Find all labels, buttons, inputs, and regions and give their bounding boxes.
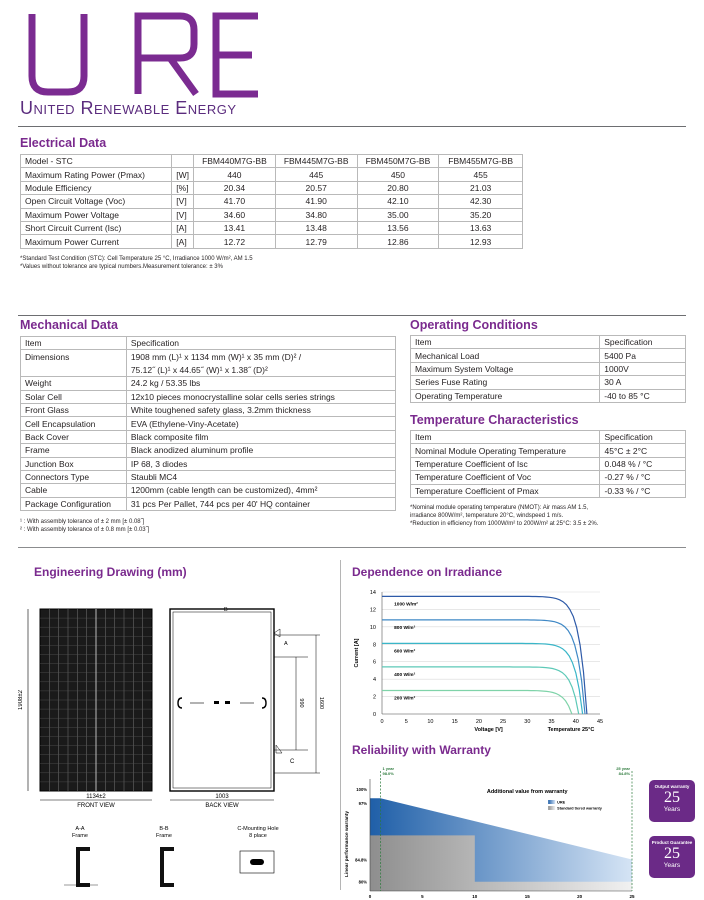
front-view bbox=[18, 609, 152, 809]
brand-logo bbox=[20, 8, 280, 100]
electrical-cell: Short Circuit Current (Isc) bbox=[21, 221, 172, 234]
detail-aa-label: A-A bbox=[75, 826, 85, 832]
y-tick-label: 0 bbox=[372, 712, 376, 718]
reliability-title: Reliability with Warranty bbox=[352, 743, 491, 757]
electrical-cell: 20.34 bbox=[194, 181, 276, 194]
y-tick-label: 6 bbox=[372, 659, 376, 666]
brand-name-text: United Renewable Energy bbox=[20, 98, 237, 118]
mechanical-cell: Weight bbox=[21, 377, 127, 390]
electrical-row bbox=[21, 235, 523, 248]
marker-end-label: 25 year bbox=[616, 766, 630, 771]
electrical-header-cell: Model - STC bbox=[21, 155, 172, 168]
electrical-cell: Maximum Power Voltage bbox=[21, 208, 172, 221]
mechanical-row bbox=[21, 430, 396, 443]
electrical-cell: Maximum Power Current bbox=[21, 235, 172, 248]
electrical-cell: 12.72 bbox=[194, 235, 276, 248]
temperature-table bbox=[410, 430, 686, 498]
output-warranty-badge bbox=[649, 780, 695, 822]
x-tick-label: 0 bbox=[368, 894, 372, 899]
electrical-cell: 12.93 bbox=[439, 235, 523, 248]
detail-bb-sub: Frame bbox=[156, 833, 172, 839]
mechanical-cell: IP 68, 3 diodes bbox=[126, 457, 395, 470]
mechanical-note: ² : With assembly tolerance of ± 0.8 mm [± 0.03˝] bbox=[20, 527, 150, 533]
y-tick-label: 100% bbox=[356, 787, 367, 792]
mechanical-cell bbox=[21, 363, 127, 376]
x-tick-label: 10 bbox=[472, 894, 478, 899]
operating-cell: 1000V bbox=[600, 362, 686, 375]
marker-start-value: 98.0% bbox=[382, 771, 394, 776]
electrical-cell: 42.30 bbox=[439, 195, 523, 208]
series-label: 400 W/m² bbox=[394, 672, 416, 678]
electrical-header-cell: FBM450M7G-BB bbox=[357, 155, 439, 168]
electrical-cell: 41.70 bbox=[194, 195, 276, 208]
x-tick-label: 0 bbox=[380, 719, 384, 725]
temperature-header-cell: Item bbox=[411, 431, 600, 444]
mechanical-row bbox=[21, 470, 396, 483]
operating-header-row bbox=[411, 336, 686, 349]
mechanical-table bbox=[20, 336, 396, 511]
reliability-chart bbox=[340, 763, 640, 900]
temperature-row bbox=[411, 444, 686, 457]
detail-aa bbox=[64, 826, 98, 887]
mark-b-label: B bbox=[224, 607, 228, 613]
temperature-header-cell: Specification bbox=[600, 431, 686, 444]
back-view-label: BACK VIEW bbox=[205, 803, 239, 809]
electrical-cell: Open Circuit Voltage (Voc) bbox=[21, 195, 172, 208]
back-width-label: 1003 bbox=[215, 794, 229, 800]
electrical-row bbox=[21, 208, 523, 221]
temperature-cell: -0.33 % / °C bbox=[600, 484, 686, 497]
operating-cell: Mechanical Load bbox=[411, 349, 600, 362]
badge-unit: Years bbox=[663, 862, 681, 869]
mechanical-cell: Cable bbox=[21, 484, 127, 497]
mechanical-row bbox=[21, 444, 396, 457]
mechanical-cell: Connectors Type bbox=[21, 470, 127, 483]
mechanical-cell: 1200mm (cable length can be customized), 4mm² bbox=[126, 484, 395, 497]
dim-990-label: 990 bbox=[298, 698, 304, 708]
x-tick-label: 10 bbox=[427, 719, 434, 725]
electrical-row bbox=[21, 168, 523, 181]
electrical-header-cell: FBM445M7G-BB bbox=[275, 155, 357, 168]
temperature-notes bbox=[410, 504, 690, 528]
temperature-cell: Nominal Module Operating Temperature bbox=[411, 444, 600, 457]
x-tick-label: 40 bbox=[572, 719, 579, 725]
legend-swatch-ure bbox=[548, 800, 555, 804]
mechanical-cell: Frame bbox=[21, 444, 127, 457]
badge-unit: Years bbox=[663, 806, 681, 813]
x-axis-title: Voltage [V] bbox=[474, 727, 503, 733]
y-tick-label: 14 bbox=[369, 590, 376, 596]
operating-cell: -40 to 85 °C bbox=[600, 389, 686, 402]
electrical-notes bbox=[20, 255, 253, 271]
operating-table bbox=[410, 335, 686, 403]
electrical-cell: 35.00 bbox=[357, 208, 439, 221]
mechanical-note: ¹ : With assembly tolerance of ± 2 mm [± 0.08˝] bbox=[20, 519, 145, 525]
x-tick-label: 25 bbox=[629, 894, 635, 899]
electrical-cell: 450 bbox=[357, 168, 439, 181]
mechanical-cell: Solar Cell bbox=[21, 390, 127, 403]
electrical-cell: Maximum Rating Power (Pmax) bbox=[21, 168, 172, 181]
temperature-cell: 0.048 % / °C bbox=[600, 457, 686, 470]
mechanical-row bbox=[21, 417, 396, 430]
electrical-note: *Standard Test Condition (STC): Cell Temperature 25 °C, Irradiance 1000 W/m², AM 1.5 bbox=[20, 256, 253, 262]
y-tick-label: 80% bbox=[358, 879, 367, 885]
mechanical-cell: Back Cover bbox=[21, 430, 127, 443]
reliability-header: Additional value from warranty bbox=[486, 789, 568, 795]
series-label: 1000 W/m² bbox=[394, 602, 418, 608]
detail-c-sub: 8 place bbox=[249, 833, 267, 839]
temperature-header-row bbox=[411, 431, 686, 444]
irradiance-title: Dependence on Irradiance bbox=[352, 565, 503, 579]
iv-curve-4 bbox=[382, 691, 572, 715]
y-tick-label: 84.8% bbox=[355, 857, 367, 863]
electrical-cell: [V] bbox=[172, 195, 194, 208]
brand-name bbox=[20, 98, 237, 119]
electrical-row bbox=[21, 221, 523, 234]
electrical-cell: Module Efficiency bbox=[21, 181, 172, 194]
electrical-cell: [%] bbox=[172, 181, 194, 194]
dim-1600-label: 1600 bbox=[318, 696, 324, 710]
electrical-header-row bbox=[21, 155, 523, 168]
electrical-cell: 445 bbox=[275, 168, 357, 181]
operating-cell: Series Fuse Rating bbox=[411, 376, 600, 389]
brand-letter: U bbox=[58, 58, 59, 59]
operating-cell: Maximum System Voltage bbox=[411, 362, 600, 375]
electrical-cell: 13.63 bbox=[439, 221, 523, 234]
detail-c-label: C-Mounting Hole bbox=[237, 826, 279, 832]
mechanical-cell: Staubli MC4 bbox=[126, 470, 395, 483]
mechanical-row bbox=[21, 403, 396, 416]
electrical-cell: 34.60 bbox=[194, 208, 276, 221]
x-tick-label: 30 bbox=[524, 719, 531, 725]
mechanical-row bbox=[21, 390, 396, 403]
x-tick-label: 15 bbox=[524, 894, 530, 899]
electrical-cell: 13.41 bbox=[194, 221, 276, 234]
operating-row bbox=[411, 362, 686, 375]
temperature-row bbox=[411, 471, 686, 484]
electrical-note: *Values without tolerance are typical numbers.Measurement tolerance: ± 3% bbox=[20, 264, 223, 270]
mechanical-cell: EVA (Ethylene-Viny-Acetate) bbox=[126, 417, 395, 430]
badge-number: 25 bbox=[664, 845, 680, 862]
mark-a-label: A bbox=[284, 641, 288, 647]
mechanical-notes bbox=[20, 518, 149, 534]
electrical-cell: 21.03 bbox=[439, 181, 523, 194]
operating-header-cell: Specification bbox=[600, 336, 686, 349]
legend-label: URE bbox=[557, 800, 566, 805]
temperature-note: *Reduction in efficiency from 1000W/m² to 200W/m² at 25°C: 3.5 ± 2%. bbox=[410, 521, 599, 527]
x-tick-label: 20 bbox=[475, 719, 482, 725]
temperature-cell: -0.27 % / °C bbox=[600, 471, 686, 484]
mechanical-row bbox=[21, 377, 396, 390]
electrical-cell: [V] bbox=[172, 208, 194, 221]
mechanical-cell: Cell Encapsulation bbox=[21, 417, 127, 430]
mechanical-title: Mechanical Data bbox=[20, 318, 118, 332]
detail-bb-label: B-B bbox=[159, 826, 169, 832]
x-tick-label: 20 bbox=[577, 894, 583, 899]
electrical-cell: [W] bbox=[172, 168, 194, 181]
operating-cell: 5400 Pa bbox=[600, 349, 686, 362]
mechanical-header-cell: Specification bbox=[126, 337, 395, 350]
operating-row bbox=[411, 376, 686, 389]
mechanical-cell: Front Glass bbox=[21, 403, 127, 416]
mechanical-cell: Package Configuration bbox=[21, 497, 127, 510]
y-axis-title: Current [A] bbox=[354, 638, 360, 668]
temperature-title: Temperature Characteristics bbox=[410, 413, 579, 427]
mechanical-row bbox=[21, 363, 396, 376]
operating-header-cell: Item bbox=[411, 336, 600, 349]
brand-logo-letters bbox=[20, 8, 280, 100]
mark-c-label: C bbox=[290, 759, 295, 765]
mechanical-cell: 31 pcs Per Pallet, 744 pcs per 40' HQ container bbox=[126, 497, 395, 510]
electrical-cell: 20.80 bbox=[357, 181, 439, 194]
mechanical-header-cell: Item bbox=[21, 337, 127, 350]
operating-row bbox=[411, 349, 686, 362]
y-tick-label: 4 bbox=[372, 677, 376, 684]
electrical-header-cell: FBM440M7G-BB bbox=[194, 155, 276, 168]
mechanical-cell: 75.12˝ (L)¹ x 44.65˝ (W)¹ x 1.38˝ (D)² bbox=[126, 363, 395, 376]
drawing-title: Engineering Drawing (mm) bbox=[34, 565, 187, 579]
y-tick-label: 97% bbox=[358, 800, 367, 806]
mechanical-cell: 24.2 kg / 53.35 lbs bbox=[126, 377, 395, 390]
mechanical-cell: 12x10 pieces monocrystalline solar cells series strings bbox=[126, 390, 395, 403]
electrical-cell: 12.79 bbox=[275, 235, 357, 248]
mechanical-cell: White toughened safety glass, 3.2mm thickness bbox=[126, 403, 395, 416]
mechanical-row bbox=[21, 457, 396, 470]
electrical-title: Electrical Data bbox=[20, 136, 107, 150]
temperature-note: *Nominal module operating temperature (NMOT): Air mass AM 1.5, bbox=[410, 505, 589, 511]
detail-aa-sub: Frame bbox=[72, 833, 88, 839]
x-tick-label: 35 bbox=[548, 719, 555, 725]
back-view bbox=[170, 607, 324, 809]
electrical-cell: [A] bbox=[172, 221, 194, 234]
temperature-row bbox=[411, 484, 686, 497]
mechanical-header-row bbox=[21, 337, 396, 350]
badge-label: Output warranty bbox=[654, 784, 690, 789]
electrical-cell: 34.80 bbox=[275, 208, 357, 221]
detail-bb bbox=[156, 826, 174, 887]
electrical-header-cell bbox=[172, 155, 194, 168]
operating-row bbox=[411, 389, 686, 402]
y-tick-label: 2 bbox=[372, 694, 376, 701]
electrical-cell: 20.57 bbox=[275, 181, 357, 194]
electrical-cell: 42.10 bbox=[357, 195, 439, 208]
series-label: 800 W/m² bbox=[394, 625, 416, 631]
electrical-cell: 35.20 bbox=[439, 208, 523, 221]
legend-swatch-standard bbox=[548, 806, 555, 810]
mechanical-cell: 1908 mm (L)¹ x 1134 mm (W)¹ x 35 mm (D)² / bbox=[126, 350, 395, 363]
mechanical-cell: Black composite film bbox=[126, 430, 395, 443]
marker-end-value: 84.8% bbox=[618, 771, 630, 776]
mechanical-row bbox=[21, 484, 396, 497]
badge-label: Product Guarantee bbox=[651, 840, 693, 845]
mechanical-row bbox=[21, 350, 396, 363]
temperature-cell: Temperature Coefficient of Isc bbox=[411, 457, 600, 470]
electrical-cell: [A] bbox=[172, 235, 194, 248]
electrical-row bbox=[21, 181, 523, 194]
electrical-row bbox=[21, 195, 523, 208]
operating-cell: 30 A bbox=[600, 376, 686, 389]
header-divider bbox=[18, 126, 686, 127]
y-tick-label: 10 bbox=[369, 624, 376, 631]
series-label: 600 W/m² bbox=[394, 649, 416, 655]
legend-label: Standard tiered warranty bbox=[557, 806, 602, 811]
x-tick-label: 5 bbox=[404, 719, 408, 725]
operating-title: Operating Conditions bbox=[410, 318, 538, 332]
mechanical-cell: Dimensions bbox=[21, 350, 127, 363]
electrical-header-cell: FBM455M7G-BB bbox=[439, 155, 523, 168]
electrical-cell: 41.90 bbox=[275, 195, 357, 208]
temperature-cell: 45°C ± 2°C bbox=[600, 444, 686, 457]
electrical-cell: 13.48 bbox=[275, 221, 357, 234]
electrical-cell: 13.56 bbox=[357, 221, 439, 234]
front-view-label: FRONT VIEW bbox=[77, 803, 115, 809]
x-tick-label: 45 bbox=[596, 719, 604, 725]
section-divider bbox=[18, 547, 686, 548]
x-tick-label: 15 bbox=[451, 719, 458, 725]
electrical-cell: 12.86 bbox=[357, 235, 439, 248]
temperature-cell: Temperature Coefficient of Voc bbox=[411, 471, 600, 484]
front-height-label: 1908±2 bbox=[18, 690, 24, 710]
series-label: 200 W/m² bbox=[394, 696, 416, 702]
engineering-drawing bbox=[18, 595, 338, 895]
marker-start-label: 1 year bbox=[382, 766, 395, 771]
temperature-row bbox=[411, 457, 686, 470]
section-divider bbox=[18, 315, 686, 316]
x-tick-label: 5 bbox=[421, 894, 424, 899]
electrical-table bbox=[20, 154, 523, 249]
temperature-annotation: Temperature 25°C bbox=[547, 727, 595, 733]
electrical-cell: 440 bbox=[194, 168, 276, 181]
electrical-cell: 455 bbox=[439, 168, 523, 181]
y-axis-title: Linear performance warranty bbox=[345, 810, 350, 878]
y-tick-label: 8 bbox=[372, 642, 376, 649]
temperature-cell: Temperature Coefficient of Pmax bbox=[411, 484, 600, 497]
product-guarantee-badge bbox=[649, 836, 695, 878]
mechanical-cell: Black anodized aluminum profile bbox=[126, 444, 395, 457]
mechanical-cell: Junction Box bbox=[21, 457, 127, 470]
y-tick-label: 12 bbox=[369, 607, 376, 614]
x-tick-label: 25 bbox=[500, 719, 507, 725]
temperature-note: irradiance 800W/m², temperature 20°C, windspeed 1 m/s. bbox=[410, 513, 564, 519]
operating-cell: Operating Temperature bbox=[411, 389, 600, 402]
detail-c bbox=[237, 826, 278, 873]
badge-number: 25 bbox=[664, 789, 680, 806]
front-width-label: 1134±2 bbox=[86, 794, 106, 800]
mechanical-row bbox=[21, 497, 396, 510]
irradiance-chart bbox=[340, 580, 610, 740]
